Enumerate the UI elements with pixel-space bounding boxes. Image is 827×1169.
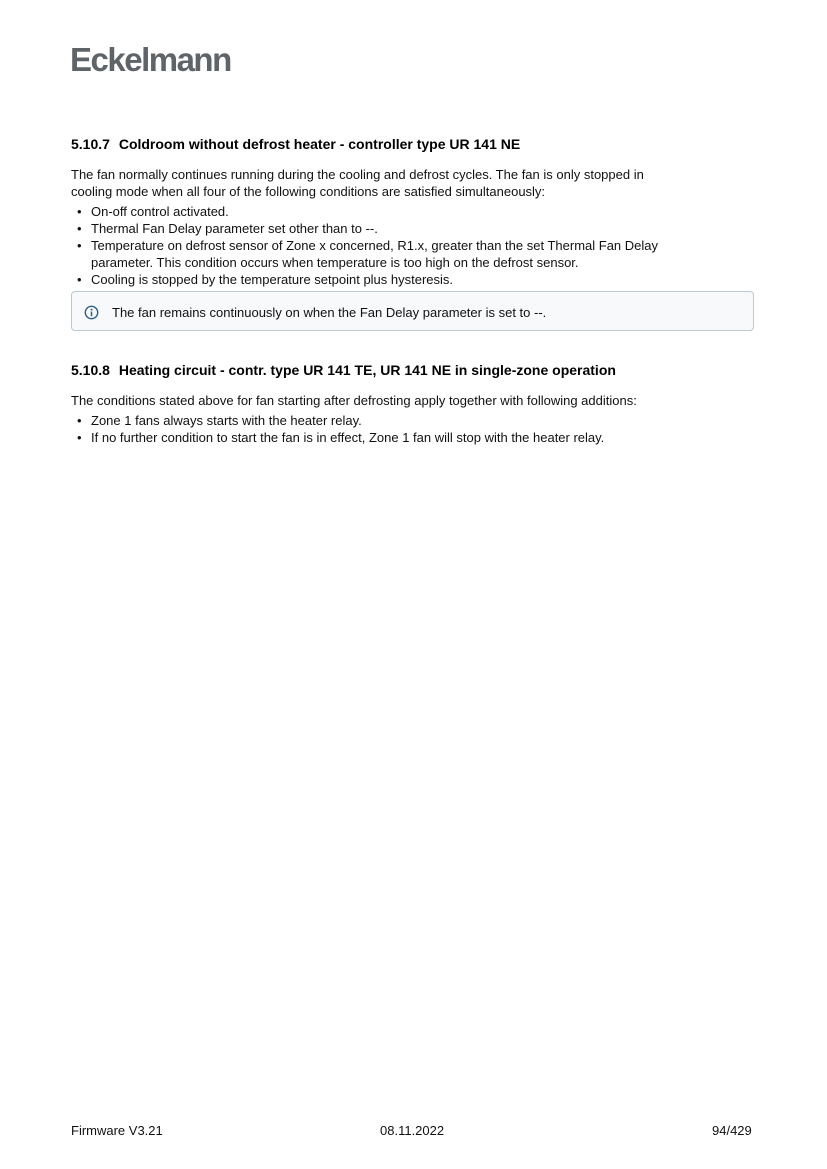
footer-date: 08.11.2022 xyxy=(380,1123,445,1138)
intro-paragraph xyxy=(71,166,761,200)
section-heading xyxy=(71,135,761,153)
note-text: The fan remains continuously on when the Fan Delay parameter is set to --. xyxy=(112,305,547,320)
list-item: • Temperature on defrost sensor of Zone x concerned, R1.x, greater than the set Thermal Fan Delay parameter. This condition occurs when temperature is too high on the defrost sensor. xyxy=(77,238,658,270)
intro-line: The conditions stated above for fan starting after defrosting apply together with following additions: xyxy=(71,393,637,408)
section-number: 5.10.7 xyxy=(71,136,110,152)
info-icon xyxy=(84,305,99,320)
list-item: • On-off control activated. xyxy=(77,204,229,219)
section-title: Coldroom without defrost heater - controller type UR 141 NE xyxy=(118,136,521,152)
footer-firmware: Firmware V3.21 xyxy=(71,1123,163,1138)
intro-paragraph xyxy=(71,392,761,409)
list-item: • Zone 1 fans always starts with the heater relay. xyxy=(77,413,362,428)
intro-line: The fan normally continues running during the cooling and defrost cycles. The fan is only stopped in xyxy=(71,167,644,182)
section-5-10-7 xyxy=(71,135,761,288)
section-title: Heating circuit - contr. type UR 141 TE, UR 141 NE in single-zone operation xyxy=(118,362,616,378)
section-heading xyxy=(71,361,761,379)
conditions-list xyxy=(71,203,761,288)
list-item: • If no further condition to start the fan is in effect, Zone 1 fan will stop with the heater relay. xyxy=(77,430,605,445)
eckelmann-logo: Eckelmann xyxy=(70,41,231,78)
list-item: • Cooling is stopped by the temperature setpoint plus hysteresis. xyxy=(77,272,454,287)
section-number: 5.10.8 xyxy=(71,362,110,378)
footer-page-number: 94/429 xyxy=(712,1123,752,1138)
section-5-10-8 xyxy=(71,361,761,446)
info-note xyxy=(71,291,754,331)
intro-line: cooling mode when all four of the following conditions are satisfied simultaneously: xyxy=(71,184,546,199)
additions-list xyxy=(71,412,761,446)
list-item: • Thermal Fan Delay parameter set other than to --. xyxy=(77,221,378,236)
